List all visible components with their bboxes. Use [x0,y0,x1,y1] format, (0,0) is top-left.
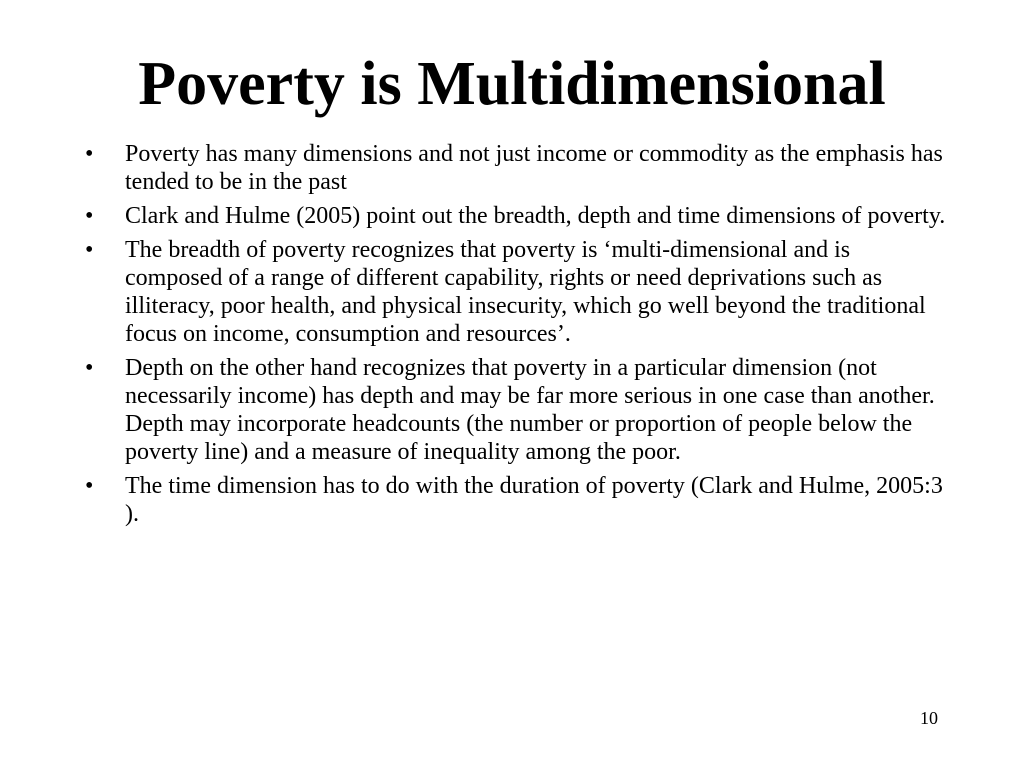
bullet-item [80,202,950,230]
slide-title: Poverty is Multidimensional [138,50,886,118]
page-number: 10 [920,708,938,728]
bullet-dot-icon: • [85,141,94,167]
bullet-text: Poverty has many dimensions and not just income or commodity as the emphasis has tended to be in the past [125,141,943,195]
bullet-list [80,140,950,534]
bullet-text: Clark and Hulme (2005) point out the breadth, depth and time dimensions of poverty. [125,203,946,229]
bullet-item [80,236,950,348]
bullet-item [80,354,950,466]
bullet-item [80,140,950,196]
bullet-dot-icon: • [85,203,94,229]
bullet-item [80,472,950,528]
bullet-dot-icon: • [85,237,94,263]
bullet-text: The time dimension has to do with the duration of poverty (Clark and Hulme, 2005:3 ). [125,473,943,527]
bullet-text: Depth on the other hand recognizes that poverty in a particular dimension (not necessarily income) has depth and may be far more serious in one case than another. Depth may incorporate headcounts (the number or proportion of people below the poverty line) and a measure of inequality among the poor. [125,355,935,465]
bullet-text: The breadth of poverty recognizes that poverty is ‘multi-dimensional and is composed of a range of different capability, rights or need deprivations such as illiteracy, poor health, and physical insecurity, which go well beyond the traditional focus on income, consumption and resources’. [125,237,926,347]
bullet-dot-icon: • [85,473,94,499]
bullet-dot-icon: • [85,355,94,381]
